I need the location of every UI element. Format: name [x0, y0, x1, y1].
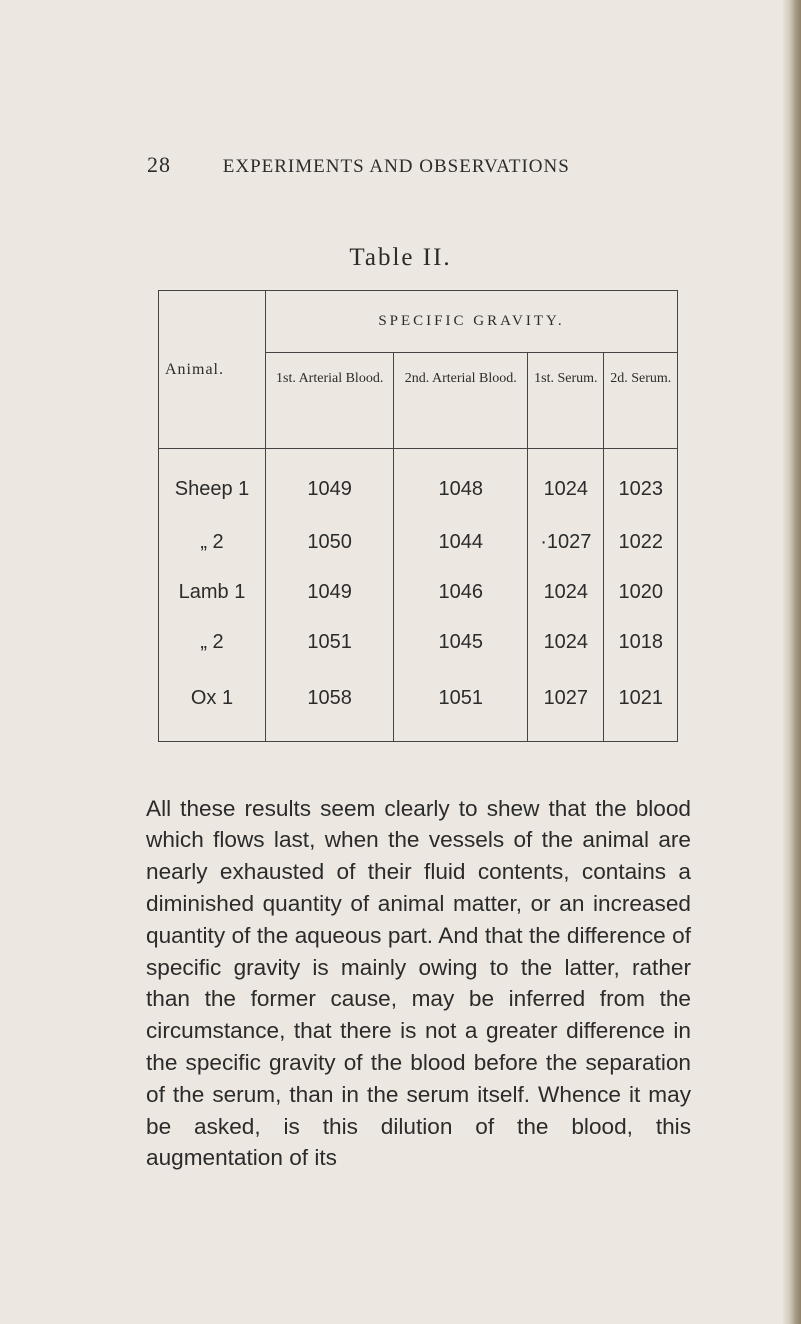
value-cell: 1051: [266, 617, 394, 667]
value-cell: 1045: [394, 617, 528, 667]
value-cell: 1044: [394, 517, 528, 567]
value-cell: 1058: [266, 667, 394, 742]
animal-cell: Ox 1: [159, 667, 266, 742]
value-cell: 1049: [266, 567, 394, 617]
table-row: [159, 567, 678, 617]
specific-gravity-table: [158, 290, 678, 742]
value-cell: 1027: [528, 667, 604, 742]
page-number: 28: [147, 152, 171, 177]
column-header: 2nd. Arterial Blood.: [394, 353, 528, 449]
animal-cell: „ 2: [159, 517, 266, 567]
column-header: 1st. Serum.: [528, 353, 604, 449]
running-header: [147, 152, 570, 178]
running-title: EXPERIMENTS AND OBSERVATIONS: [222, 156, 570, 177]
value-cell: 1051: [394, 667, 528, 742]
value-cell: 1024: [528, 567, 604, 617]
table-row: [159, 617, 678, 667]
table-row: [159, 667, 678, 742]
column-header: 1st. Arterial Blood.: [266, 353, 394, 449]
animal-header: Animal.: [159, 291, 266, 449]
animal-cell: Sheep 1: [159, 449, 266, 518]
table-caption: [0, 244, 801, 272]
value-cell: 1046: [394, 567, 528, 617]
value-cell: 1021: [604, 667, 678, 742]
animal-cell: Lamb 1: [159, 567, 266, 617]
body-paragraph: All these results seem clearly to shew that the blood which flows last, when the vessels of the animal are nearly exhausted of their fluid contents, contains a diminished quantity of animal matter, or an increased quantity of the aqueous part. And that the difference of specific gravity is mainly owing to the latter, rather than the former cause, may be inferred from the circumstance, that there is not a greater difference in the specific gravity of the blood before the separation of the serum, than in the serum itself. Whence it may be asked, is this dilution of the blood, this augmentation of its: [146, 795, 691, 1171]
group-header: SPECIFIC GRAVITY.: [266, 291, 678, 353]
caption-numeral: II.: [422, 244, 452, 271]
value-cell: 1048: [394, 449, 528, 518]
value-cell: 1018: [604, 617, 678, 667]
table-row: [159, 517, 678, 567]
value-cell: 1049: [266, 449, 394, 518]
value-cell: 1020: [604, 567, 678, 617]
value-cell: 1024: [528, 617, 604, 667]
column-header: 2d. Serum.: [604, 353, 678, 449]
value-cell: 1024: [528, 449, 604, 518]
value-cell: 1023: [604, 449, 678, 518]
animal-cell: „ 2: [159, 617, 266, 667]
caption-word: Table: [349, 244, 415, 271]
table-row: [159, 449, 678, 518]
page-edge: [783, 0, 801, 1324]
value-cell: ·1027: [528, 517, 604, 567]
value-cell: 1050: [266, 517, 394, 567]
value-cell: 1022: [604, 517, 678, 567]
